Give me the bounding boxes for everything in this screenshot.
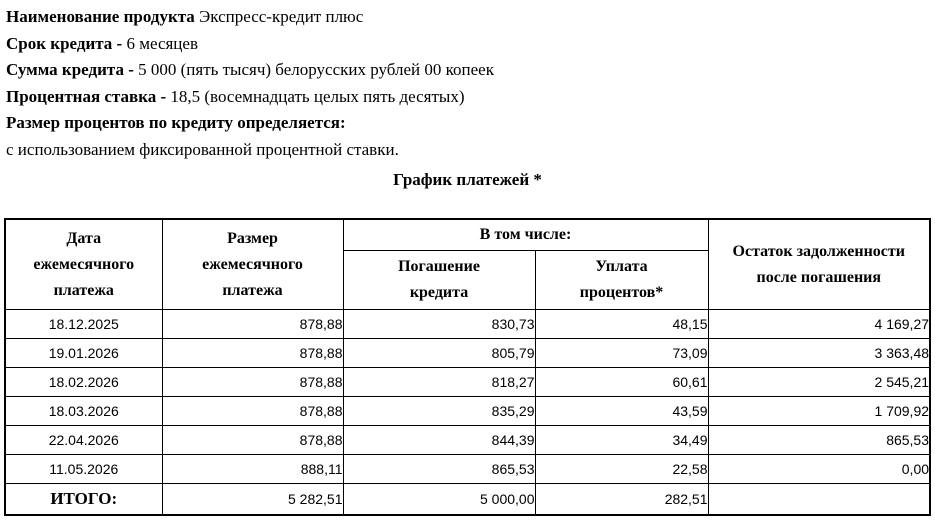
table-row [5,397,930,426]
cell-balance: 2 545,21 [708,368,930,397]
total-row [5,484,930,516]
amount-label: Сумма кредита - [6,60,134,80]
cell-balance: 3 363,48 [708,339,930,368]
cell-date: 22.04.2026 [5,426,162,455]
cell-date: 18.12.2025 [5,310,162,339]
cell-interest: 43,59 [535,397,708,426]
term-line [6,31,494,58]
cell-interest: 22,58 [535,455,708,484]
cell-balance: 865,53 [708,426,930,455]
total-interest: 282,51 [535,484,708,516]
term-value: 6 месяцев [126,33,198,53]
cell-principal: 805,79 [343,339,535,368]
table-row [5,426,930,455]
total-balance [708,484,930,516]
cell-interest: 34,49 [535,426,708,455]
cell-payment: 878,88 [162,368,343,397]
cell-payment: 878,88 [162,426,343,455]
credit-info [6,4,494,164]
amount-value: 5 000 (пять тысяч) белорусских рублей 00 копеек [138,60,494,80]
payment-schedule-table [4,218,931,516]
amount-line [6,57,494,84]
cell-principal: 844,39 [343,426,535,455]
cell-principal: 865,53 [343,455,535,484]
header-balance: Остаток задолженности после погашения [708,219,930,310]
header-including: В том числе: [343,219,708,251]
cell-payment: 888,11 [162,455,343,484]
cell-balance: 1 709,92 [708,397,930,426]
schedule-rows [5,310,930,484]
header-payment: Размер ежемесячного платежа [162,219,343,310]
interest-label: Размер процентов по кредиту определяется: [6,113,346,133]
table-row [5,455,930,484]
header-interest: Уплата процентов* [535,251,708,310]
cell-payment: 878,88 [162,397,343,426]
cell-date: 11.05.2026 [5,455,162,484]
cell-payment: 878,88 [162,310,343,339]
cell-date: 18.02.2026 [5,368,162,397]
cell-principal: 818,27 [343,368,535,397]
rate-label: Процентная ставка - [6,86,167,106]
total-label: ИТОГО: [5,484,162,516]
schedule-caption: График платежей * [393,170,542,189]
cell-balance: 4 169,27 [708,310,930,339]
table-row [5,310,930,339]
table-row [5,339,930,368]
table-row [5,368,930,397]
cell-interest: 73,09 [535,339,708,368]
cell-payment: 878,88 [162,339,343,368]
cell-principal: 830,73 [343,310,535,339]
cell-interest: 60,61 [535,368,708,397]
cell-date: 18.03.2026 [5,397,162,426]
total-principal: 5 000,00 [343,484,535,516]
cell-interest: 48,15 [535,310,708,339]
cell-date: 19.01.2026 [5,339,162,368]
term-label: Срок кредита - [6,33,123,53]
header-date: Дата ежемесячного платежа [5,219,162,310]
cell-principal: 835,29 [343,397,535,426]
interest-label-line [6,110,494,137]
header-principal: Погашение кредита [343,251,535,310]
cell-balance: 0,00 [708,455,930,484]
interest-text: с использованием фиксированной процентной ставки. [6,139,399,159]
product-label: Наименование продукта [6,7,195,26]
rate-line [6,84,494,111]
total-payment: 5 282,51 [162,484,343,516]
product-value: Экспресс-кредит плюс [199,7,364,26]
rate-value: 18,5 (восемнадцать целых пять десятых) [170,86,465,106]
product-line [6,4,494,31]
